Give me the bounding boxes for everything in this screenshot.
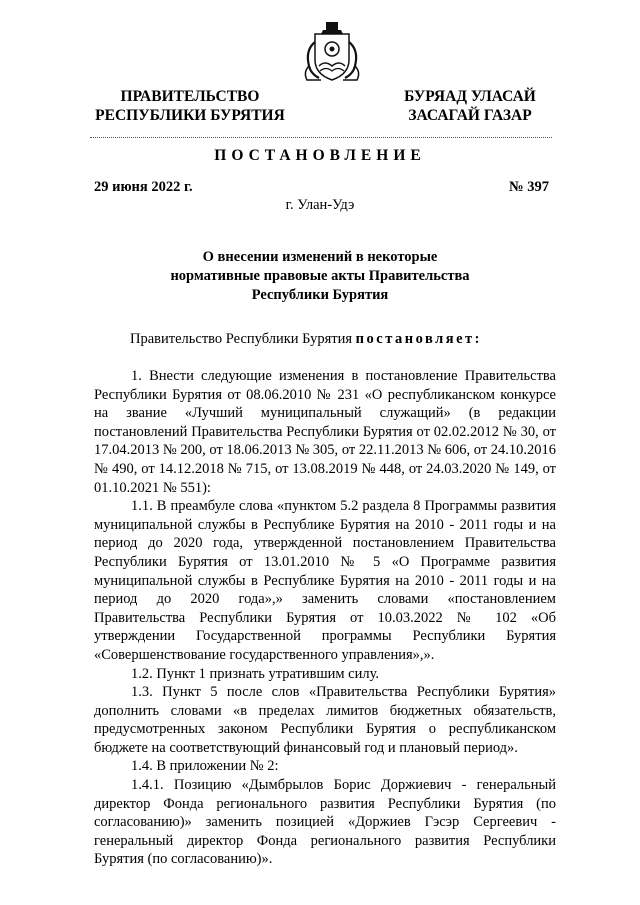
preamble-text: Правительство Республики Бурятия: [130, 331, 356, 347]
header-divider: [90, 137, 552, 138]
subject-line1: О внесении изменений в некоторые: [202, 249, 438, 265]
header-right-line1: БУРЯАД УЛАСАЙ: [404, 88, 536, 105]
paragraph-1-4: 1.4. В приложении № 2:: [131, 758, 279, 775]
header-left-line1: ПРАВИТЕЛЬСТВО: [120, 88, 260, 105]
document-subject: [160, 248, 480, 305]
paragraph-1-3: 1.3. Пункт 5 после слов «Правительства Республики Бурятия» дополнить словами «в пределах лимитов бюджетных обязательств, предусмотренных законом Республики Бурятия о республиканском бюджете на соответствующий финансовый год и плановый период».: [94, 684, 556, 756]
paragraph-1-4-1: 1.4.1. Позицию «Дымбрылов Борис Доржиевич - генеральный директор Фонда регионального развития Республики Бурятия (по согласованию)» заменить позицией «Доржиев Гэсэр Сергеевич - генеральный директор Фонда регионального развития Республики Бурятия (по согласованию)».: [94, 777, 556, 868]
paragraph-1: 1. Внести следующие изменения в постановление Правительства Республики Бурятия от 08.06.2010 № 231 «О республиканском конкурсе на звание «Лучший муниципальный служащий» (в редакции постановлений Правительства Республики Бурятия от 02.02.2012 № 30, от 17.04.2013 № 200, от 18.06.2013 № 305, от 22.11.2013 № 606, от 24.10.2016 № 490, от 14.12.2018 № 715, от 13.08.2019 № 448, от 24.03.2020 № 149, от 01.10.2021 № 551):: [94, 368, 556, 496]
document-date: 29 июня 2022 г.: [94, 179, 193, 195]
document-number: № 397: [509, 179, 549, 195]
paragraph-1-1: 1.1. В преамбуле слова «пунктом 5.2 раздела 8 Программы развития муниципальной службы в Республике Бурятия на 2010 - 2011 годы и на период до 2020 года, утвержденной постановлением Правительства Республики Бурятия от 13.01.2010 № 5 «О Программе развития муниципальной службы в Республике Бурятия на 2010 - 2011 годы и на период до 2020 года»,» заменить словами «постановлением Правительства Республики Бурятия от 10.03.2022 № 102 «Об утверждении Государственной программы Республики Бурятия «Совершенствование государственного управления»,».: [94, 498, 556, 663]
header-left: [95, 87, 285, 125]
paragraph-1-2: 1.2. Пункт 1 признать утратившим силу.: [131, 665, 380, 682]
preamble-resolves: постановляет:: [355, 331, 483, 347]
header-right: [400, 87, 540, 125]
document-city: г. Улан-Удэ: [285, 197, 355, 213]
header-right-line2: ЗАСАГАЙ ГАЗАР: [408, 107, 532, 124]
subject-line2: нормативные правовые акты Правительства: [170, 268, 470, 284]
subject-line3: Республики Бурятия: [251, 287, 389, 303]
document-title: ПОСТАНОВЛЕНИЕ: [214, 147, 426, 164]
document-body: [94, 367, 556, 869]
coat-of-arms-icon: [297, 22, 367, 84]
header-left-line2: РЕСПУБЛИКИ БУРЯТИЯ: [95, 107, 285, 124]
preamble: [130, 331, 482, 348]
